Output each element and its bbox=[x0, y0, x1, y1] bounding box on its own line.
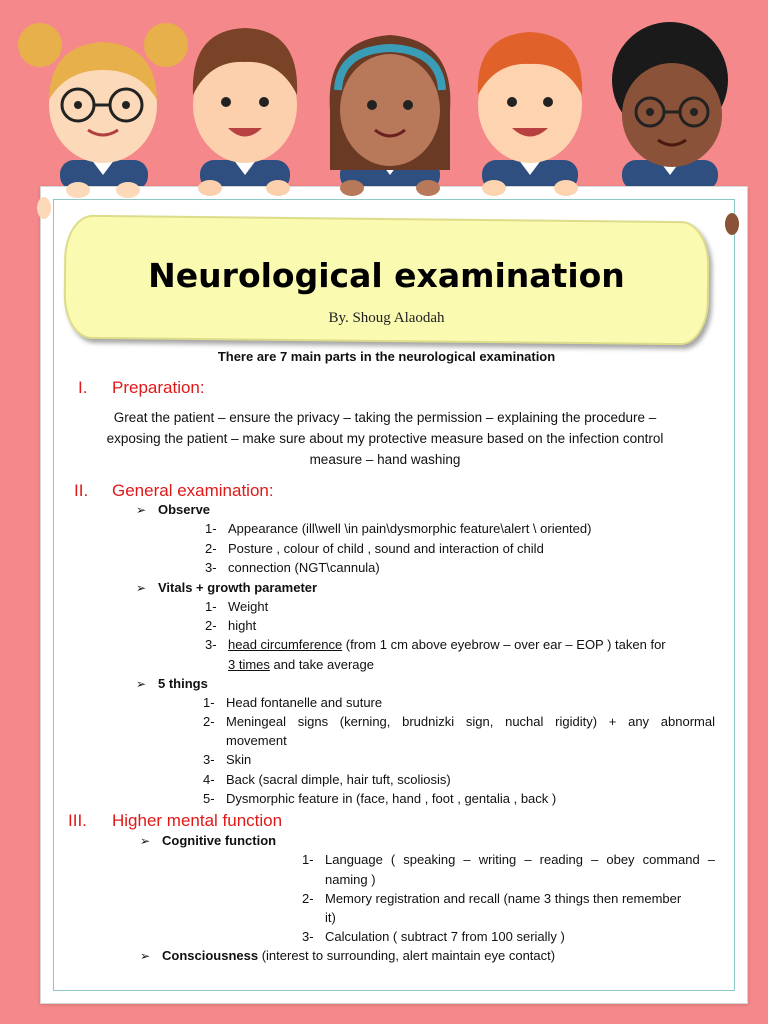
five-things-label: 5 things bbox=[158, 676, 208, 691]
consciousness-text: (interest to surrounding, alert maintain eye contact) bbox=[258, 948, 556, 963]
observe-label: Observe bbox=[158, 502, 211, 517]
five-num-1: 1- bbox=[203, 695, 215, 710]
kids-illustration bbox=[0, 0, 768, 200]
five-item-5: Dysmorphic feature in (face, hand , foot , gentalia , back ) bbox=[226, 791, 557, 806]
five-item-1: Head fontanelle and suture bbox=[226, 695, 383, 710]
bullet-arrow-icon: ➢ bbox=[136, 503, 147, 517]
kid-girl-glasses bbox=[18, 23, 188, 190]
five-num-4: 4- bbox=[203, 772, 215, 787]
section-numeral-2: II. bbox=[74, 481, 89, 500]
observe-num-3: 3- bbox=[205, 560, 217, 575]
section-title-higher-mental-function: Higher mental function bbox=[112, 811, 283, 830]
observe-item-1: Appearance (ill\well \in pain\dysmorphic feature\alert \ oriented) bbox=[228, 521, 592, 536]
section-title-general-examination: General examination: bbox=[112, 481, 274, 500]
vitals-item-2: hight bbox=[228, 618, 257, 633]
head-circumference-desc: (from 1 cm above eyebrow – over ear – EOP ) taken for bbox=[342, 637, 666, 652]
observe-item-2: Posture , colour of child , sound and interaction of child bbox=[228, 541, 544, 556]
observe-item-3: connection (NGT\cannula) bbox=[228, 560, 380, 575]
document-title: Neurological examination bbox=[148, 256, 625, 295]
cognitive-label: Cognitive function bbox=[162, 833, 277, 848]
section-title-preparation: Preparation: bbox=[112, 378, 205, 397]
five-item-2: Meningeal signs (kerning, brudnizki sign, nuchal rigidity) + any abnormal bbox=[226, 714, 715, 729]
intro-text: There are 7 main parts in the neurological examination bbox=[217, 349, 556, 364]
cognitive-num-2: 2- bbox=[302, 891, 314, 906]
five-num-3: 3- bbox=[203, 752, 215, 767]
vitals-item-1: Weight bbox=[228, 599, 269, 614]
preparation-line-3: measure – hand washing bbox=[309, 452, 461, 467]
five-num-5: 5- bbox=[203, 791, 215, 806]
preparation-line-2: exposing the patient – make sure about my protective measure based on the infection control bbox=[106, 431, 664, 446]
kid-girl-headband bbox=[330, 35, 451, 190]
cognitive-item-2: Memory registration and recall (name 3 things then remember bbox=[325, 891, 682, 906]
cognitive-item-1-cont: naming ) bbox=[325, 872, 376, 887]
document-author: By. Shoug Alaodah bbox=[328, 310, 445, 326]
kid-boy-orange-hair bbox=[478, 32, 582, 190]
times-desc: and take average bbox=[269, 657, 374, 672]
kid-boy-brown-hair bbox=[193, 28, 297, 190]
times-term: 3 times bbox=[228, 657, 270, 672]
head-circumference-term: head circumference bbox=[228, 637, 343, 652]
cognitive-num-3: 3- bbox=[302, 929, 314, 944]
cognitive-item-1: Language ( speaking – writing – reading – obey command – bbox=[325, 852, 715, 867]
consciousness-item bbox=[162, 947, 555, 965]
vitals-item-3-line-1 bbox=[228, 636, 666, 654]
vitals-label: Vitals + growth parameter bbox=[158, 580, 318, 595]
consciousness-label: Consciousness bbox=[162, 948, 259, 963]
vitals-num-1: 1- bbox=[205, 599, 217, 614]
bullet-arrow-icon: ➢ bbox=[140, 949, 151, 963]
five-num-2: 2- bbox=[203, 714, 215, 729]
cognitive-item-3: Calculation ( subtract 7 from 100 serially ) bbox=[325, 929, 565, 944]
preparation-line-1: Great the patient – ensure the privacy – taking the permission – explaining the procedure – bbox=[113, 410, 657, 425]
kid-boy-curly-glasses bbox=[612, 22, 728, 190]
vitals-num-3: 3- bbox=[205, 637, 217, 652]
five-item-3: Skin bbox=[226, 752, 252, 767]
observe-num-1: 1- bbox=[205, 521, 217, 536]
cognitive-num-1: 1- bbox=[302, 852, 314, 867]
vitals-item-3-line-2 bbox=[228, 656, 374, 674]
bullet-arrow-icon: ➢ bbox=[140, 834, 151, 848]
section-numeral-1: I. bbox=[78, 378, 88, 397]
bullet-arrow-icon: ➢ bbox=[136, 677, 147, 691]
cognitive-item-2-cont: it) bbox=[325, 910, 336, 925]
five-item-4: Back (sacral dimple, hair tuft, scoliosis) bbox=[226, 772, 451, 787]
five-item-2-cont: movement bbox=[226, 733, 287, 748]
vitals-num-2: 2- bbox=[205, 618, 217, 633]
observe-num-2: 2- bbox=[205, 541, 217, 556]
section-numeral-3: III. bbox=[68, 811, 87, 830]
bullet-arrow-icon: ➢ bbox=[136, 581, 147, 595]
